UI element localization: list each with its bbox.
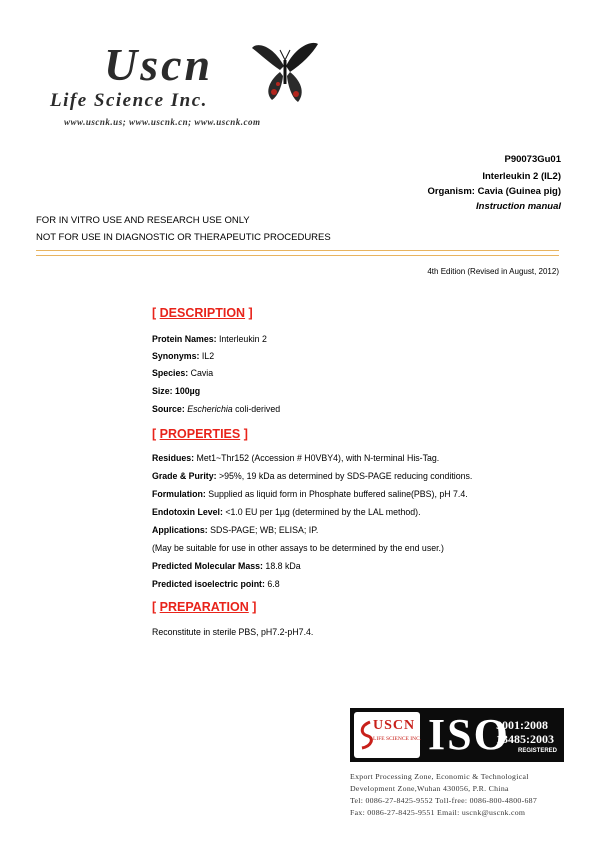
applications-note: (May be suitable for use in other assays to be determined by the end user.) — [152, 543, 444, 553]
logo-urls: www.uscnk.us; www.uscnk.cn; www.uscnk.com — [64, 117, 261, 127]
company-logo — [38, 40, 338, 135]
grade-purity-line: Grade & Purity: >95%, 19 kDa as determined by SDS-PAGE reducing conditions. — [152, 471, 473, 481]
preparation-heading: [ PREPARATION ] — [152, 600, 257, 614]
address-line-1: Export Processing Zone, Economic & Technological — [350, 772, 529, 781]
iso-standard-13485: 13485:2003 — [496, 732, 554, 746]
research-use-notice: FOR IN VITRO USE AND RESEARCH USE ONLY — [36, 215, 250, 226]
molecular-mass-line: Predicted Molecular Mass: 18.8 kDa — [152, 561, 301, 571]
formulation-line: Formulation: Supplied as liquid form in Phosphate buffered saline(PBS), pH 7.4. — [152, 489, 468, 499]
divider-line — [36, 250, 559, 251]
edition-note: 4th Edition (Revised in August, 2012) — [427, 267, 559, 276]
logo-subtitle: Life Science Inc. — [50, 90, 208, 111]
synonyms-line: Synonyms: IL2 — [152, 351, 215, 361]
phone-line: Tel: 0086-27-8425-9552 Toll-free: 0086-800-4800-687 — [350, 796, 538, 805]
uscn-badge-logo — [354, 712, 420, 758]
properties-heading: [ PROPERTIES ] — [152, 427, 248, 441]
fax-email-line: Fax: 0086-27-8425-9551 Email: uscnk@uscnk.com — [350, 808, 526, 817]
catalog-number: P90073Gu01 — [504, 154, 561, 165]
product-name: Interleukin 2 (IL2) — [482, 171, 561, 182]
endotoxin-line: Endotoxin Level: <1.0 EU per 1µg (determined by the LAL method). — [152, 507, 421, 517]
isoelectric-point-line: Predicted isoelectric point: 6.8 — [152, 579, 280, 589]
swirl-icon — [358, 720, 374, 750]
butterfly-icon — [250, 40, 320, 105]
organism: Organism: Cavia (Guinea pig) — [427, 186, 561, 197]
instruction-manual-label: Instruction manual — [476, 201, 561, 212]
source-line: Source: Escherichia coli-derived — [152, 404, 281, 414]
divider-line — [36, 255, 559, 256]
iso-certification-badge — [350, 708, 564, 762]
iso-standard-9001: 9001:2008 — [496, 718, 548, 732]
diagnostic-use-notice: NOT FOR USE IN DIAGNOSTIC OR THERAPEUTIC PROCEDURES — [36, 232, 331, 243]
badge-subtitle: LIFE SCIENCE INC. — [373, 736, 422, 742]
address-line-2: Development Zone,Wuhan 430056, P.R. China — [350, 784, 509, 793]
badge-name: USCN — [373, 718, 416, 733]
applications-line: Applications: SDS-PAGE; WB; ELISA; IP. — [152, 525, 319, 535]
iso-text: ISO — [428, 710, 510, 759]
size-line: Size: 100µg — [152, 386, 201, 396]
preparation-text: Reconstitute in sterile PBS, pH7.2-pH7.4. — [152, 627, 314, 637]
protein-names-line: Protein Names: Interleukin 2 — [152, 334, 267, 344]
species-line: Species: Cavia — [152, 368, 214, 378]
description-heading: [ DESCRIPTION ] — [152, 306, 253, 320]
logo-name: Uscn — [104, 39, 214, 90]
registered-label: REGISTERED — [518, 748, 558, 754]
residues-line: Residues: Met1~Thr152 (Accession # H0VBY4), with N-terminal His-Tag. — [152, 453, 440, 463]
